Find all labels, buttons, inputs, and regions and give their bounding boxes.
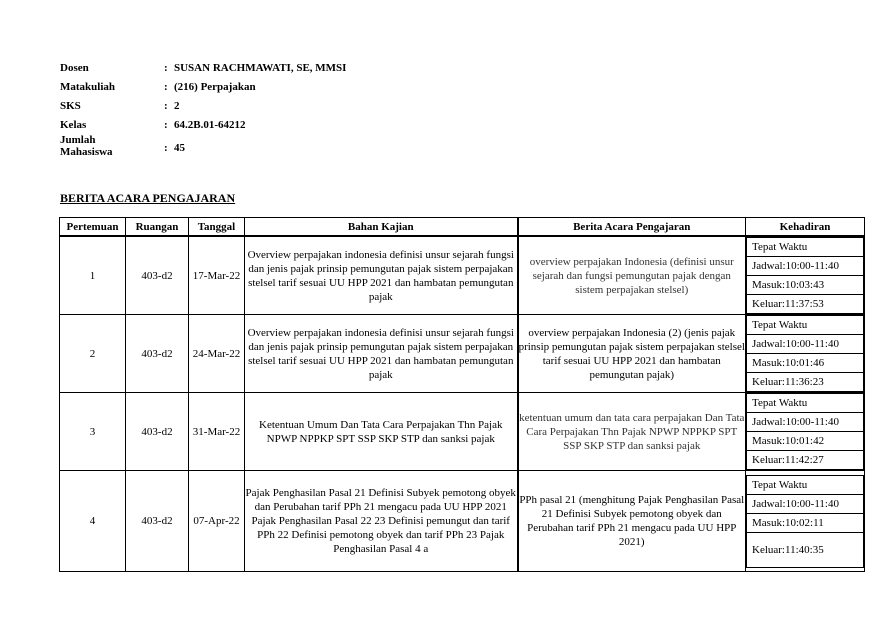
sks-label: SKS <box>60 100 81 112</box>
colon: : <box>164 142 168 154</box>
kelas-label: Kelas <box>60 119 87 131</box>
kehadiran-keluar: Keluar:11:37:53 <box>746 295 864 314</box>
cell-tanggal: 24-Mar-22 <box>189 315 245 393</box>
cell-ruangan: 403-d2 <box>126 393 189 471</box>
jumlah-value: 45 <box>174 142 185 154</box>
kehadiran-masuk: Masuk:10:02:11 <box>746 514 864 533</box>
cell-bahan-kajian: Pajak Penghasilan Pasal 21 Definisi Subyek pemotong obyek dan Perubahan tarif PPh 21 mengacu pada UU HPP 2021 Pajak Penghasilan Pasal 22 23 Definisi pemungut dan tarif PPh 22 Definisi pemotong obyek dan tarif PPh 23 Pajak Penghasilan Pasal 4 a <box>245 471 518 572</box>
cell-tanggal: 17-Mar-22 <box>189 236 245 315</box>
table-row <box>60 393 865 471</box>
kehadiran-keluar: Keluar:11:40:35 <box>746 533 864 568</box>
header-tanggal: Tanggal <box>189 218 245 237</box>
cell-berita-acara: overview perpajakan Indonesia (2) (jenis pajak prinsip pemungutan pajak sistem perpajakan stelsel tarif sesuai UU HPP 2021 dan hambatan pemungutan pajak) <box>518 315 746 393</box>
cell-tanggal: 07-Apr-22 <box>189 471 245 572</box>
section-title: BERITA ACARA PENGAJARAN <box>60 191 236 205</box>
kehadiran-masuk: Masuk:10:01:42 <box>746 432 864 451</box>
colon: : <box>164 100 168 112</box>
header-bahan-kajian: Bahan Kajian <box>245 218 518 237</box>
kehadiran-keluar: Keluar:11:36:23 <box>746 373 864 392</box>
jumlah-label: Jumlah Mahasiswa <box>60 134 113 158</box>
header-pertemuan: Pertemuan <box>60 218 126 237</box>
dosen-label: Dosen <box>60 62 89 74</box>
table-row <box>60 315 865 393</box>
kehadiran-keluar: Keluar:11:42:27 <box>746 451 864 470</box>
cell-bahan-kajian: Overview perpajakan indonesia definisi unsur sejarah fungsi dan jenis pajak prinsip pemungutan pajak sistem perpajakan stelsel tarif sesuai UU HPP 2021 dan hambatan pemungutan pajak <box>245 236 518 315</box>
cell-berita-acara: ketentuan umum dan tata cara perpajakan Dan Tata Cara Perpajakan Thn Pajak NPWP NPPKP SPT SSP SKP STP dan sanksi pajak <box>518 393 746 471</box>
kehadiran-masuk: Masuk:10:01:46 <box>746 354 864 373</box>
cell-ruangan: 403-d2 <box>126 315 189 393</box>
cell-tanggal: 31-Mar-22 <box>189 393 245 471</box>
colon: : <box>164 62 168 74</box>
dosen-value: SUSAN RACHMAWATI, SE, MMSI <box>174 62 347 74</box>
kehadiran-status: Tepat Waktu <box>746 237 864 257</box>
kehadiran-jadwal: Jadwal:10:00-11:40 <box>746 495 864 514</box>
cell-pertemuan: 1 <box>60 236 126 315</box>
kehadiran-masuk: Masuk:10:03:43 <box>746 276 864 295</box>
cell-pertemuan: 3 <box>60 393 126 471</box>
header-ruangan: Ruangan <box>126 218 189 237</box>
colon: : <box>164 81 168 93</box>
cell-berita-acara: overview perpajakan Indonesia (definisi unsur sejarah dan fungsi pemungutan pajak dengan sistem perpajakan stelsel) <box>518 236 746 315</box>
cell-ruangan: 403-d2 <box>126 236 189 315</box>
table-row <box>60 471 865 572</box>
cell-berita-acara: PPh pasal 21 (menghitung Pajak Penghasilan Pasal 21 Definisi Subyek pemotong obyek dan Perubahan tarif PPh 21 mengacu pada UU HPP 2021) <box>518 471 746 572</box>
table-header-row <box>60 218 865 237</box>
kehadiran-status: Tepat Waktu <box>746 315 864 335</box>
sks-value: 2 <box>174 100 180 112</box>
kehadiran-status: Tepat Waktu <box>746 475 864 495</box>
cell-bahan-kajian: Overview perpajakan indonesia definisi unsur sejarah fungsi dan jenis pajak prinsip pemungutan pajak sistem perpajakan stelsel tarif sesuai UU HPP 2021 dan hambatan pemungutan pajak <box>245 315 518 393</box>
cell-pertemuan: 4 <box>60 471 126 572</box>
cell-kehadiran <box>746 236 865 315</box>
table-row <box>60 236 865 315</box>
matakuliah-label: Matakuliah <box>60 81 116 93</box>
cell-kehadiran <box>746 471 865 572</box>
kehadiran-jadwal: Jadwal:10:00-11:40 <box>746 413 864 432</box>
cell-pertemuan: 2 <box>60 315 126 393</box>
kehadiran-status: Tepat Waktu <box>746 393 864 413</box>
kelas-value: 64.2B.01-64212 <box>174 119 246 131</box>
colon: : <box>164 119 168 131</box>
header-berita-acara: Berita Acara Pengajaran <box>518 218 746 237</box>
header-kehadiran: Kehadiran <box>746 218 865 237</box>
cell-kehadiran <box>746 393 865 471</box>
cell-ruangan: 403-d2 <box>126 471 189 572</box>
matakuliah-value: (216) Perpajakan <box>174 81 256 93</box>
cell-bahan-kajian: Ketentuan Umum Dan Tata Cara Perpajakan Thn Pajak NPWP NPPKP SPT SSP SKP STP dan sanksi pajak <box>245 393 518 471</box>
kehadiran-jadwal: Jadwal:10:00-11:40 <box>746 335 864 354</box>
cell-kehadiran <box>746 315 865 393</box>
berita-acara-table <box>59 217 865 572</box>
kehadiran-jadwal: Jadwal:10:00-11:40 <box>746 257 864 276</box>
